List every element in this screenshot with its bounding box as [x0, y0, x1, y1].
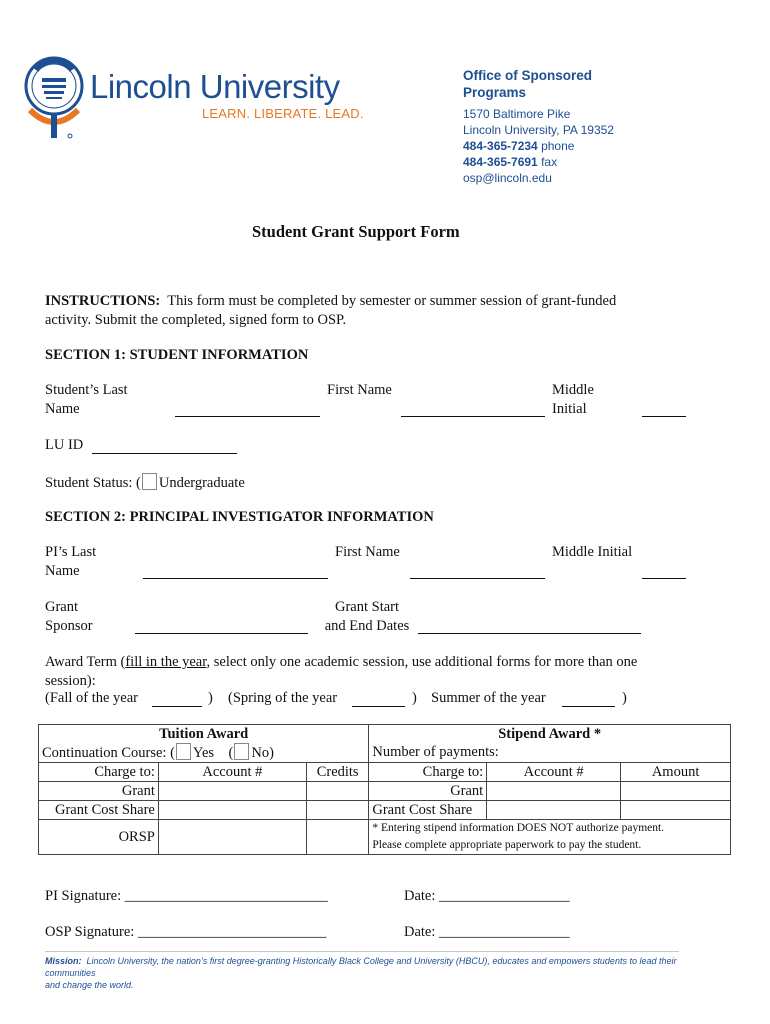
award-table-orsp-row — [39, 820, 731, 855]
award-term-line2: session): — [45, 673, 96, 689]
form-title: Student Grant Support Form — [252, 222, 460, 241]
tuition-orsp-label: ORSP — [39, 820, 159, 855]
continuation-course-cell — [39, 743, 369, 763]
footer-divider — [45, 951, 679, 952]
pi-last-name-label — [45, 543, 96, 581]
instructions-label: INSTRUCTIONS: — [45, 293, 161, 309]
award-table-grant-row — [39, 782, 731, 801]
student-last-name-label-line1: Student’s Last — [45, 382, 128, 398]
university-name: Lincoln University — [90, 68, 340, 105]
award-term-underlined: fill in the year — [125, 654, 207, 670]
stipend-grant-amount-field[interactable] — [621, 782, 731, 801]
lu-id-field[interactable] — [92, 435, 237, 454]
grant-sponsor-field[interactable] — [135, 615, 308, 634]
tuition-grant-label: Grant — [39, 782, 159, 801]
middle-label-line2: Initial — [552, 401, 587, 417]
stipend-note-line2: Please complete appropriate paperwork to pay the student. — [372, 839, 642, 851]
pi-last-name-label-line2: Name — [45, 563, 80, 579]
fall-year-field[interactable] — [152, 688, 202, 707]
student-middle-initial-label — [552, 381, 594, 419]
grant-dates-label-line2: and End Dates — [324, 618, 410, 634]
student-last-name-label-line2: Name — [45, 401, 80, 417]
stipend-note — [369, 820, 731, 855]
tuition-cost-share-label: Grant Cost Share — [39, 801, 159, 820]
office-contacts — [463, 138, 663, 185]
student-last-name-label — [45, 381, 128, 419]
mission-line1 — [45, 955, 695, 979]
tuition-charge-to-header: Charge to: — [39, 763, 159, 782]
pi-first-name-field[interactable] — [410, 560, 545, 579]
tuition-award-header: Tuition Award — [39, 725, 369, 744]
award-table-header-row — [39, 725, 731, 744]
university-seal-icon — [24, 50, 84, 142]
mission-text: Lincoln University, the nation’s first degree-granting Historically Black College and University (HBCU), educates and empowers students to lead their communities — [45, 956, 677, 978]
tuition-cost-share-credits-field[interactable] — [306, 801, 368, 820]
lu-id-label: LU ID — [45, 437, 84, 453]
continuation-yes-checkbox[interactable] — [176, 743, 191, 760]
grant-dates-label — [318, 598, 416, 636]
address-line2: Lincoln University, PA 19352 — [463, 123, 614, 137]
grant-dates-field[interactable] — [418, 615, 641, 634]
grant-sponsor-label — [45, 598, 93, 636]
award-table-cost-share-row — [39, 801, 731, 820]
phone-label: phone — [541, 139, 575, 153]
spring-year-field[interactable] — [352, 688, 405, 707]
award-term-line1 — [45, 653, 725, 672]
award-term-suffix: , select only one academic session, use additional forms for more than one — [206, 654, 638, 670]
stipend-cost-share-amount-field[interactable] — [621, 801, 731, 820]
phone-line — [463, 138, 663, 154]
stipend-amount-header: Amount — [621, 763, 731, 782]
stipend-charge-to-header: Charge to: — [369, 763, 487, 782]
student-middle-initial-field[interactable] — [642, 398, 686, 417]
office-title — [463, 67, 592, 101]
stipend-account-header: Account # — [487, 763, 621, 782]
address-line1: 1570 Baltimore Pike — [463, 107, 571, 121]
award-table — [38, 724, 731, 855]
mission-statement — [45, 955, 695, 991]
stipend-grant-label: Grant — [369, 782, 487, 801]
summer-close: ) — [622, 690, 627, 706]
office-address — [463, 106, 614, 138]
tuition-account-header: Account # — [158, 763, 306, 782]
student-first-name-field[interactable] — [401, 398, 545, 417]
summer-year-field[interactable] — [562, 688, 615, 707]
continuation-yes-label: Yes — [192, 745, 215, 761]
spring-close: ) — [412, 690, 417, 706]
stipend-award-header: Stipend Award * — [369, 725, 731, 744]
grant-sponsor-label-line1: Grant — [45, 599, 79, 615]
grant-sponsor-label-line2: Sponsor — [45, 618, 93, 634]
continuation-no-open: ( — [228, 745, 234, 761]
section2-heading: SECTION 2: PRINCIPAL INVESTIGATOR INFORMATION — [45, 509, 434, 525]
office-title-line2: Programs — [463, 85, 527, 100]
office-title-line1: Office of Sponsored — [463, 68, 593, 83]
stipend-note-line1: * Entering stipend information DOES NOT authorize payment. — [372, 822, 665, 834]
instructions-text: This form must be completed by semester or summer session of grant-funded — [167, 293, 617, 309]
phone-number: 484-365-7234 — [463, 139, 538, 153]
university-tagline: LEARN. LIBERATE. LEAD. — [202, 106, 364, 121]
fall-label: (Fall of the year — [45, 690, 139, 706]
award-table-options-row — [39, 743, 731, 763]
continuation-no-checkbox[interactable] — [234, 743, 249, 760]
email-link[interactable]: osp@lincoln.edu — [463, 171, 552, 185]
undergraduate-checkbox[interactable] — [142, 473, 157, 490]
mission-line2: and change the world. — [45, 980, 134, 990]
number-of-payments-cell: Number of payments: — [369, 743, 731, 763]
award-term-prefix: Award Term ( — [45, 654, 126, 670]
instructions — [45, 292, 705, 330]
section1-heading: SECTION 1: STUDENT INFORMATION — [45, 347, 309, 363]
student-status-label: Student Status: ( — [45, 475, 141, 491]
tuition-grant-account-field[interactable] — [158, 782, 306, 801]
continuation-no-label: No) — [251, 745, 274, 761]
tuition-grant-credits-field[interactable] — [306, 782, 368, 801]
student-last-name-field[interactable] — [175, 398, 320, 417]
fall-close: ) — [208, 690, 213, 706]
fax-line — [463, 154, 663, 170]
grant-dates-label-line1: Grant Start — [334, 599, 400, 615]
mission-label: Mission: — [45, 956, 82, 966]
pi-first-name-label: First Name — [335, 544, 400, 560]
pi-date-line[interactable]: Date: __________________ — [404, 888, 570, 904]
pi-middle-initial-field[interactable] — [642, 560, 686, 579]
summer-label: Summer of the year — [431, 690, 546, 706]
instructions-line2: activity. Submit the completed, signed form to OSP. — [45, 312, 347, 328]
stipend-cost-share-account-field[interactable] — [487, 801, 621, 820]
tuition-cost-share-account-field[interactable] — [158, 801, 306, 820]
pi-signature-line[interactable]: PI Signature: ____________________________ — [45, 888, 328, 904]
tuition-orsp-credits-field[interactable] — [306, 820, 368, 855]
pi-last-name-field[interactable] — [143, 560, 328, 579]
instructions-line1 — [45, 292, 705, 311]
pi-last-name-label-line1: PI’s Last — [45, 544, 97, 560]
student-first-name-label: First Name — [327, 382, 392, 398]
fax-label: fax — [541, 155, 558, 169]
spring-label: (Spring of the year — [228, 690, 338, 706]
stipend-cost-share-label: Grant Cost Share — [369, 801, 487, 820]
osp-signature-line[interactable]: OSP Signature: __________________________ — [45, 924, 327, 940]
undergraduate-label: Undergraduate — [158, 475, 245, 491]
student-status — [45, 473, 245, 493]
award-term-instructions — [45, 653, 725, 691]
stipend-grant-account-field[interactable] — [487, 782, 621, 801]
continuation-course-label: Continuation Course: ( — [42, 745, 175, 761]
tuition-credits-header: Credits — [306, 763, 368, 782]
middle-label-line1: Middle — [552, 382, 594, 398]
university-logo — [24, 50, 84, 142]
fax-number: 484-365-7691 — [463, 155, 538, 169]
osp-date-line[interactable]: Date: __________________ — [404, 924, 570, 940]
tuition-orsp-account-field[interactable] — [158, 820, 306, 855]
award-table-column-headers — [39, 763, 731, 782]
pi-middle-initial-label: Middle Initial — [552, 544, 633, 560]
